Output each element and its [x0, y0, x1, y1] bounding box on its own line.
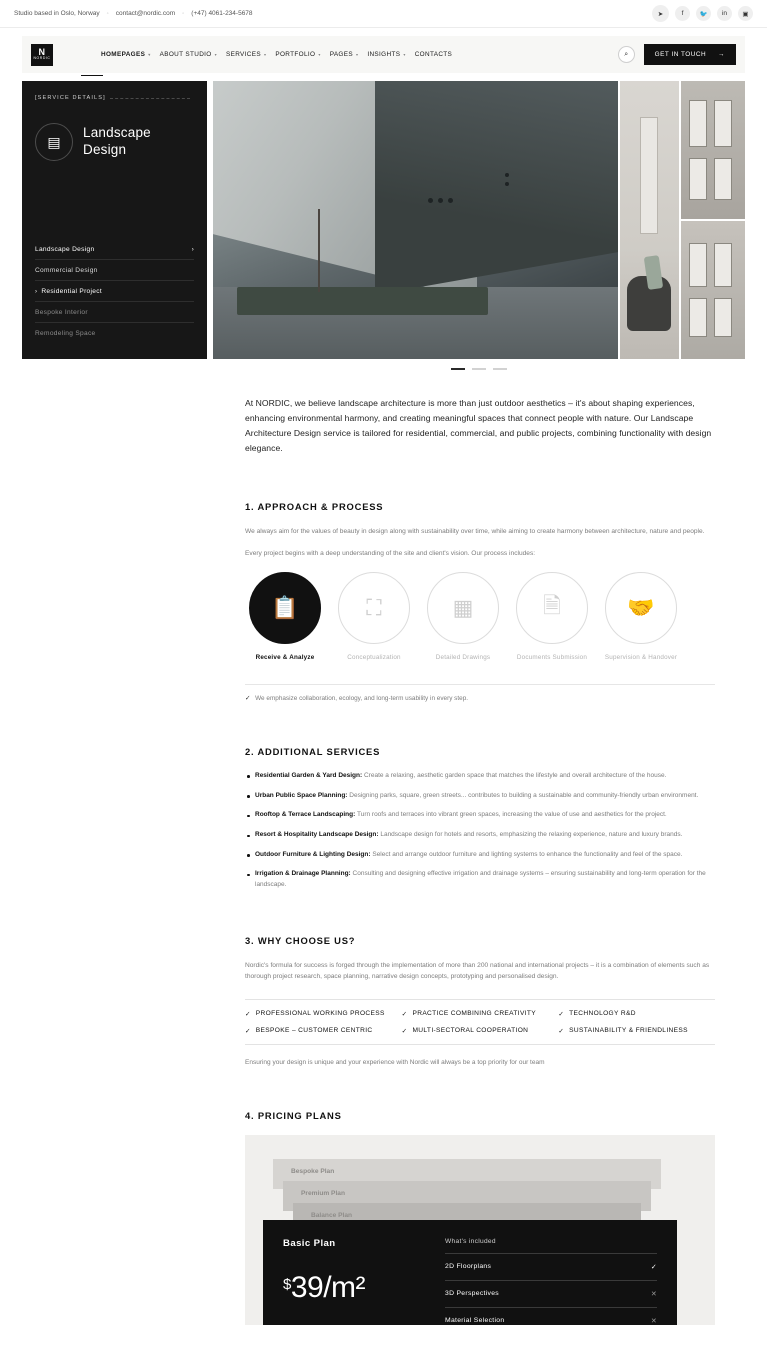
- top-bar-social: [652, 5, 753, 22]
- chevron-right-icon: ›: [35, 288, 38, 295]
- top-bar: [0, 0, 767, 28]
- get-in-touch-button[interactable]: [644, 44, 736, 65]
- sidebar-item-landscape-design[interactable]: [35, 239, 194, 260]
- service-name: Outdoor Furniture & Lighting Design:: [255, 850, 371, 858]
- check-icon: ✓: [245, 1010, 251, 1018]
- pricing-plan-name: Basic Plan: [283, 1237, 336, 1249]
- sidebar-item-bespoke-interior[interactable]: [35, 302, 194, 323]
- sidebar-item-label: Remodeling Space: [35, 330, 96, 337]
- why-feature-label: PRACTICE COMBINING CREATIVITY: [412, 1010, 537, 1018]
- pricing-card-stack: [245, 1135, 715, 1325]
- logo[interactable]: [31, 44, 53, 66]
- nav-label: SERVICES: [225, 51, 261, 58]
- chevron-down-icon: ▾: [264, 52, 267, 57]
- gallery-image-frames-2[interactable]: [681, 221, 745, 359]
- search-icon[interactable]: ⌕: [618, 46, 635, 63]
- section-title-additional-services: 2. ADDITIONAL SERVICES: [245, 745, 381, 757]
- decor-shape: [714, 243, 732, 287]
- service-text: Turn roofs and terraces into vibrant green spaces, increasing the value of use and aesthetics for the project.: [355, 811, 667, 819]
- pricing-card-right: [445, 1220, 677, 1325]
- nav-item-contacts[interactable]: [415, 51, 452, 58]
- process-step-label: Receive & Analyze: [255, 653, 315, 661]
- main-top-section: [0, 73, 767, 370]
- additional-services-list: [245, 771, 715, 891]
- nav-item-services[interactable]: [226, 51, 266, 58]
- logo-text: NORDIC: [33, 56, 51, 61]
- decor-shape: [689, 158, 707, 199]
- sidebar-heading: [35, 123, 194, 161]
- pricing-feature-label: 2D Floorplans: [445, 1263, 492, 1271]
- separator-dot: ◦: [106, 10, 109, 17]
- chevron-down-icon: ▾: [214, 52, 217, 57]
- header-wrapper: [0, 28, 767, 73]
- cta-label: GET IN TOUCH: [654, 51, 707, 58]
- service-name: Irrigation & Drainage Planning:: [255, 870, 351, 878]
- close-icon: ✕: [650, 1317, 657, 1325]
- check-icon: ✓: [558, 1027, 565, 1035]
- approach-note-text: We emphasize collaboration, ecology, and long-term usability in every step.: [255, 694, 469, 702]
- decor-shape: [640, 117, 658, 234]
- contact-phone-link[interactable]: (+47) 4061-234-5678: [191, 10, 253, 17]
- sidebar-item-commercial-design[interactable]: [35, 260, 194, 281]
- dashed-divider: [110, 98, 190, 99]
- why-feature-label: MULTI-SECTORAL COOPERATION: [412, 1027, 529, 1035]
- linkedin-icon[interactable]: in: [717, 6, 732, 21]
- chevron-down-icon: ▾: [318, 52, 321, 57]
- decor-shape: [714, 100, 732, 147]
- nav-item-homepages[interactable]: [101, 51, 151, 58]
- intro-paragraph: At NORDIC, we believe landscape architecture is more than just outdoor aesthetics – it's about shaping experiences, enhancing environmental harmony, and creating meaningful spaces that connect people with nature. Our Landscape Architecture Design service is tailored for residential, commercial, and public projects, combining functionality with design elegance.: [245, 397, 712, 454]
- process-step-detailed-drawings[interactable]: [423, 572, 503, 662]
- chevron-down-icon: ▾: [403, 52, 406, 57]
- pricing-card-basic[interactable]: [263, 1220, 677, 1325]
- gallery-dot-1[interactable]: [451, 368, 465, 370]
- send-icon[interactable]: ➤: [652, 5, 669, 22]
- pricing-feature-row: [445, 1281, 657, 1308]
- service-name: Rooftop & Terrace Landscaping:: [255, 811, 356, 819]
- sidebar-title-line2: Design: [83, 142, 127, 157]
- clipboard-icon: 📋: [249, 572, 321, 644]
- decor-shape: [428, 198, 453, 203]
- why-feature-item: [245, 1027, 402, 1035]
- pricing-feature-label: 3D Perspectives: [445, 1290, 499, 1298]
- approach-paragraph-2: Every project begins with a deep understanding of the site and client's vision. Our process includes:: [245, 550, 536, 558]
- nav-label: PAGES: [329, 51, 353, 58]
- check-icon: ✓: [401, 1027, 408, 1035]
- chevron-right-icon: ›: [191, 246, 194, 253]
- why-feature-label: TECHNOLOGY R&D: [569, 1010, 636, 1018]
- list-item: [245, 850, 715, 861]
- process-steps: [245, 572, 715, 662]
- why-feature-label: BESPOKE – CUSTOMER CENTRIC: [255, 1027, 373, 1035]
- sidebar-item-remodeling-space[interactable]: [35, 323, 194, 343]
- sidebar-service-list: [35, 239, 194, 343]
- approach-paragraph-1: We always aim for the values of beauty in design along with sustainability over time, while aiming to create harmony between architecture, nature and people.: [245, 527, 705, 535]
- why-feature-item: [558, 1027, 715, 1035]
- service-sidebar: [22, 81, 207, 359]
- pricing-feature-row: [445, 1308, 657, 1325]
- decor-shape: [237, 287, 488, 315]
- sidebar-eyebrow: [35, 95, 194, 101]
- why-paragraph: Nordic's formula for success is forged through the implementation of more than 200 national and international projects – it is a combination of elements such as thorough project research, space planning, narrative design concepts, prototyping and personalised design.: [245, 961, 710, 981]
- logo-mark: N: [38, 47, 46, 58]
- main-nav: [101, 51, 452, 58]
- compass-icon: ⛶: [338, 572, 410, 644]
- nav-label: ABOUT STUDIO: [159, 51, 212, 58]
- service-name: Resort & Hospitality Landscape Design:: [255, 831, 379, 839]
- why-footer-text: Ensuring your design is unique and your experience with Nordic will always be a top priority for our team: [245, 1058, 545, 1066]
- check-icon: ✓: [245, 1027, 251, 1035]
- nav-item-pages[interactable]: [330, 51, 359, 58]
- check-icon: ✓: [558, 1010, 565, 1018]
- why-feature-item: [245, 1010, 402, 1018]
- contact-email-link[interactable]: contact@nordic.com: [115, 10, 176, 17]
- process-step-label: Supervision & Handover: [604, 653, 678, 661]
- decor-shape: [689, 100, 707, 147]
- project-gallery: [213, 81, 745, 370]
- top-bar-left: [14, 10, 253, 17]
- pricing-feature-label: Material Selection: [445, 1317, 505, 1325]
- service-name: Urban Public Space Planning:: [255, 791, 348, 799]
- why-feature-label: SUSTAINABILITY & FRIENDLINESS: [569, 1027, 688, 1035]
- service-text: Select and arrange outdoor furniture and lighting systems to enhance the functionality and feel of the space.: [370, 850, 683, 858]
- site-header: [22, 36, 745, 73]
- instagram-icon[interactable]: ▣: [738, 6, 753, 21]
- document-icon: 🗎: [516, 572, 588, 644]
- nav-item-portfolio[interactable]: [275, 51, 320, 58]
- decor-shape: [714, 298, 732, 337]
- decor-shape: [714, 158, 732, 199]
- pricing-card-label: Premium Plan: [301, 1189, 345, 1197]
- service-text: Consulting and designing effective irrigation and drainage systems – ensuring sustainability and long-term operation for the landscape.: [255, 870, 706, 889]
- why-feature-item: [558, 1010, 715, 1018]
- price-unit: /m²: [323, 1270, 366, 1304]
- nav-label: HOMEPAGES: [101, 51, 146, 58]
- gallery-image-main[interactable]: [213, 81, 618, 359]
- process-step-supervision-handover[interactable]: [601, 572, 681, 662]
- blueprint-icon: ▦: [427, 572, 499, 644]
- service-text: Designing parks, square, green streets... contributes to building a sustainable and community-friendly urban environment.: [347, 791, 699, 799]
- list-item: [245, 830, 715, 841]
- list-item: [245, 791, 715, 802]
- close-icon: ✕: [650, 1290, 657, 1298]
- why-features-grid: [245, 999, 715, 1045]
- section-title-why-choose-us: 3. WHY CHOOSE US?: [245, 934, 356, 946]
- sidebar-item-label: Bespoke Interior: [35, 309, 88, 316]
- nav-label: CONTACTS: [414, 51, 453, 58]
- sidebar-eyebrow-text: [SERVICE DETAILS]: [35, 95, 106, 101]
- sidebar-title-line1: Landscape: [83, 125, 151, 141]
- section-title-approach: 1. APPROACH & PROCESS: [245, 500, 384, 512]
- gallery-image-frames-1[interactable]: [681, 81, 745, 219]
- sidebar-item-residential-project[interactable]: [35, 281, 194, 302]
- landscape-design-icon: ▤: [35, 123, 73, 161]
- nav-item-about-studio[interactable]: [160, 51, 217, 58]
- process-step-label: Documents Submission: [516, 653, 588, 661]
- chevron-down-icon: ▾: [355, 52, 359, 57]
- nav-item-insights[interactable]: [367, 51, 405, 58]
- gallery-side-column: [681, 81, 745, 359]
- why-feature-item: [402, 1010, 559, 1018]
- process-step-conceptualization[interactable]: [334, 572, 414, 662]
- process-step-label: Conceptualization: [347, 653, 401, 661]
- twitter-icon[interactable]: 🐦: [696, 6, 711, 21]
- check-icon: ✓: [650, 1263, 657, 1271]
- gallery-dot-2[interactable]: [472, 368, 486, 370]
- list-item: [245, 810, 715, 821]
- gallery-image-interior[interactable]: [620, 81, 679, 359]
- list-item: [245, 771, 715, 782]
- facebook-icon[interactable]: f: [675, 6, 690, 21]
- service-text: Create a relaxing, aesthetic garden space that matches the lifestyle and overall architecture of the house.: [362, 771, 667, 779]
- chevron-down-icon: ▾: [148, 52, 151, 57]
- decor-shape: [689, 298, 707, 337]
- sidebar-title: [83, 125, 151, 159]
- decor-shape: [689, 243, 707, 287]
- pricing-card-label: Balance Plan: [311, 1211, 353, 1219]
- sidebar-item-label: Landscape Design: [35, 246, 95, 253]
- header-actions: [618, 44, 736, 65]
- gallery-row: [213, 81, 745, 359]
- service-text: Landscape design for hotels and resorts, emphasizing the relaxing experience, nature and luxury brands.: [378, 831, 683, 839]
- separator-dot: ◦: [182, 10, 185, 17]
- nav-label: PORTFOLIO: [275, 51, 316, 58]
- decor-shape: [318, 209, 320, 292]
- service-name: Residential Garden & Yard Design:: [255, 771, 363, 779]
- process-step-documents-submission[interactable]: [512, 572, 592, 662]
- check-icon: ✓: [401, 1010, 408, 1018]
- decor-shape: [505, 173, 509, 186]
- handover-icon: 🤝: [605, 572, 677, 644]
- process-step-receive-analyze[interactable]: [245, 572, 325, 662]
- price-value: 39: [290, 1270, 324, 1304]
- process-step-label: Detailed Drawings: [435, 653, 491, 661]
- why-feature-item: [402, 1027, 559, 1035]
- pricing-feature-row: [445, 1254, 657, 1281]
- list-item: [245, 869, 715, 890]
- sidebar-item-label: Commercial Design: [35, 267, 98, 274]
- sidebar-item-label: Residential Project: [41, 288, 102, 295]
- check-icon: ✓: [245, 694, 251, 702]
- section-title-pricing-plans: 4. PRICING PLANS: [245, 1109, 342, 1121]
- gallery-dot-3[interactable]: [493, 368, 507, 370]
- included-label: What's included: [445, 1238, 657, 1254]
- decor-shape: [375, 81, 618, 295]
- approach-note: [245, 684, 715, 702]
- pricing-card-label: Bespoke Plan: [291, 1167, 335, 1175]
- pricing-card-left: [263, 1220, 445, 1325]
- service-content: [245, 370, 715, 1365]
- gallery-pagination: [213, 368, 745, 370]
- studio-location-text: Studio based in Oslo, Norway: [14, 10, 100, 17]
- arrow-right-icon: →: [718, 51, 725, 58]
- nav-label: INSIGHTS: [367, 51, 401, 58]
- why-feature-label: PROFESSIONAL WORKING PROCESS: [255, 1010, 385, 1018]
- nav-active-underline: [81, 75, 103, 76]
- currency-symbol: $: [283, 1275, 291, 1293]
- pricing-price: [283, 1271, 445, 1305]
